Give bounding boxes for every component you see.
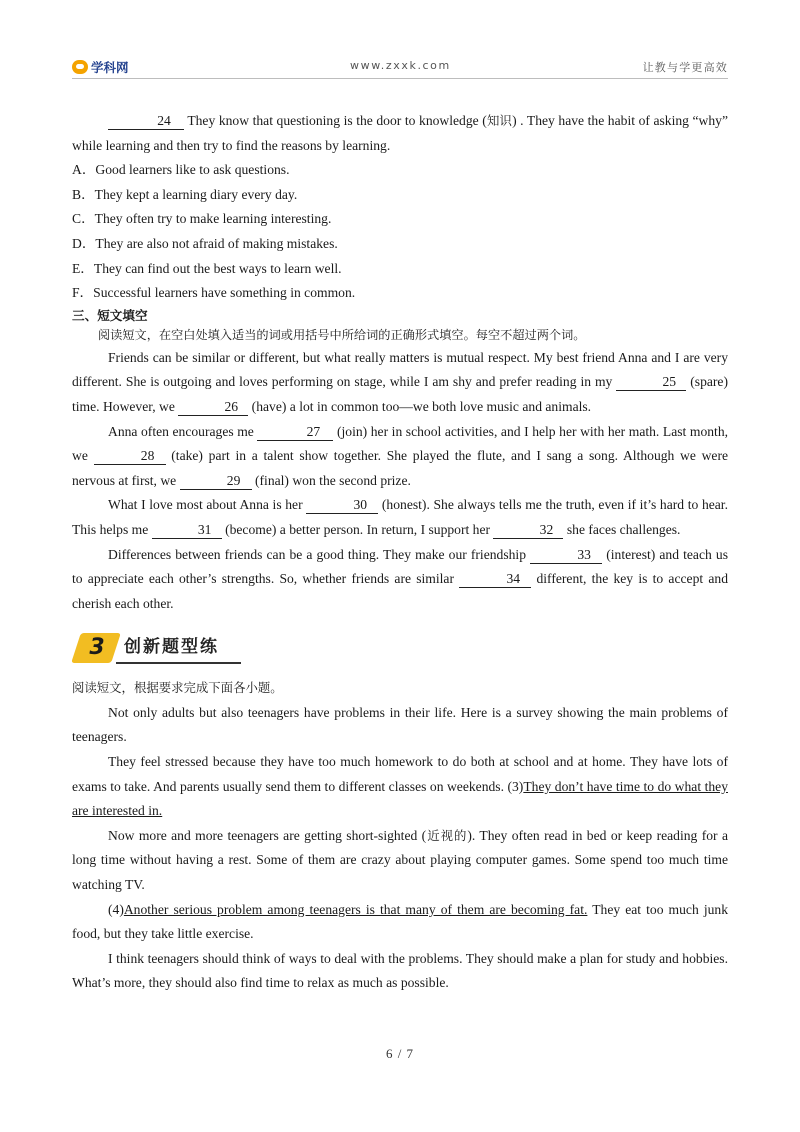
reading-paragraph-3: Now more and more teenagers are getting short-sighted (近视的). They often read in bed or keep reading for a long time without having a rest. Some of them are crazy about playing computer games. Some spend too much time watching TV. [72, 827, 729, 893]
blank-25: 25 [616, 373, 686, 391]
logo-icon [72, 60, 88, 74]
reading-paragraph-1: Not only adults but also teenagers have problems in their life. Here is a survey showing the main problems of teenagers. [72, 704, 728, 745]
cloze-paragraph-3: What I love most about Anna is her 30 (honest). She always tells me the truth, even if it’s hard to hear. This helps me 31 (become) a better person. In return, I support her 32 she faces challenges. [72, 497, 728, 537]
reading-paragraph-4: (4)Another serious problem among teenagers is that many of them are becoming fat. They eat too much junk food, but they take little exercise. [72, 901, 728, 942]
blank-34: 34 [459, 570, 531, 588]
blank-32: 32 [493, 521, 563, 539]
banner-number: 3 [89, 635, 105, 661]
blank-24: 24 [108, 112, 184, 130]
question-24: 24 They know that questioning is the door to knowledge (知识) . They have the habit of asking “why” while learning and then try to find the reasons by learning. [72, 113, 728, 153]
blank-29: 29 [180, 472, 252, 490]
option-a: A．Good learners like to ask questions. [72, 162, 290, 178]
page-header [72, 56, 728, 79]
option-c: C．They often try to make learning interesting. [72, 211, 332, 227]
option-f: F．Successful learners have something in common. [72, 285, 356, 301]
underlined-sentence-3: They don’t have time to do what they are interested in. [72, 778, 728, 819]
option-e: E．They can find out the best ways to learn well. [72, 260, 342, 276]
logo [72, 58, 129, 76]
site-url: www.zxxk.com [350, 59, 451, 72]
blank-33: 33 [530, 546, 602, 564]
banner-title: 创新题型练 [124, 637, 219, 658]
option-d: D．They are also not afraid of making mistakes. [72, 235, 338, 251]
underlined-sentence-4: Another serious problem among teenagers is that many of them are becoming fat. [123, 901, 588, 917]
reading-paragraph-5: I think teenagers should think of ways to deal with the problems. They should make a plan for study and hobbies. What’s more, they should also find time to relax as much as possible. [72, 950, 728, 991]
blank-31: 31 [152, 521, 222, 539]
cloze-paragraph-2: Anna often encourages me 27 (join) her in school activities, and I help her with her math. Last month, we 28 (take) part in a talent show together. She played the flute, and I sang a song. Although we were nervous at first, we 29 (final) won the second prize. [72, 423, 729, 488]
section-title: 三、短文填空 [72, 307, 148, 323]
section-banner [72, 632, 728, 664]
reading-instruction: 阅读短文，根据要求完成下面各小题。 [72, 680, 283, 696]
cloze-paragraph-1: Friends can be similar or different, but what really matters is mutual respect. My best friend Anna and I are very different. She is outgoing and loves performing on stage, while I am shy and prefer reading in my 25 (spare) time. However, we 26 (have) a lot in common too—we both love music and animals. [72, 349, 728, 414]
header-slogan: 让教与学更高效 [642, 61, 728, 74]
section-instruction: 阅读短文，在空白处填入适当的词或用括号中所给词的正确形式填空。每空不超过两个词。 [98, 327, 586, 342]
cloze-paragraph-4: Differences between friends can be a good thing. They make our friendship 33 (interest) and teach us to appreciate each other’s strengths. So, whether friends are similar 34 different, the key is to accept and cherish each other. [72, 546, 728, 611]
blank-30: 30 [306, 496, 378, 514]
logo-text: 学科网 [91, 60, 129, 75]
blank-28: 28 [94, 447, 166, 465]
blank-26: 26 [178, 398, 248, 416]
blank-27: 27 [257, 423, 333, 441]
page-number: 6 / 7 [385, 1046, 415, 1061]
banner-underline [116, 662, 241, 664]
option-b: B．They kept a learning diary every day. [72, 186, 298, 202]
options-list [72, 158, 728, 306]
reading-paragraph-2: They feel stressed because they have too much homework to do both at school and at home. They have lots of exams to take. And parents usually send them to different classes on weekends. (3)They don’t have time to do what they are interested in. [72, 754, 728, 819]
page-content [72, 109, 728, 996]
